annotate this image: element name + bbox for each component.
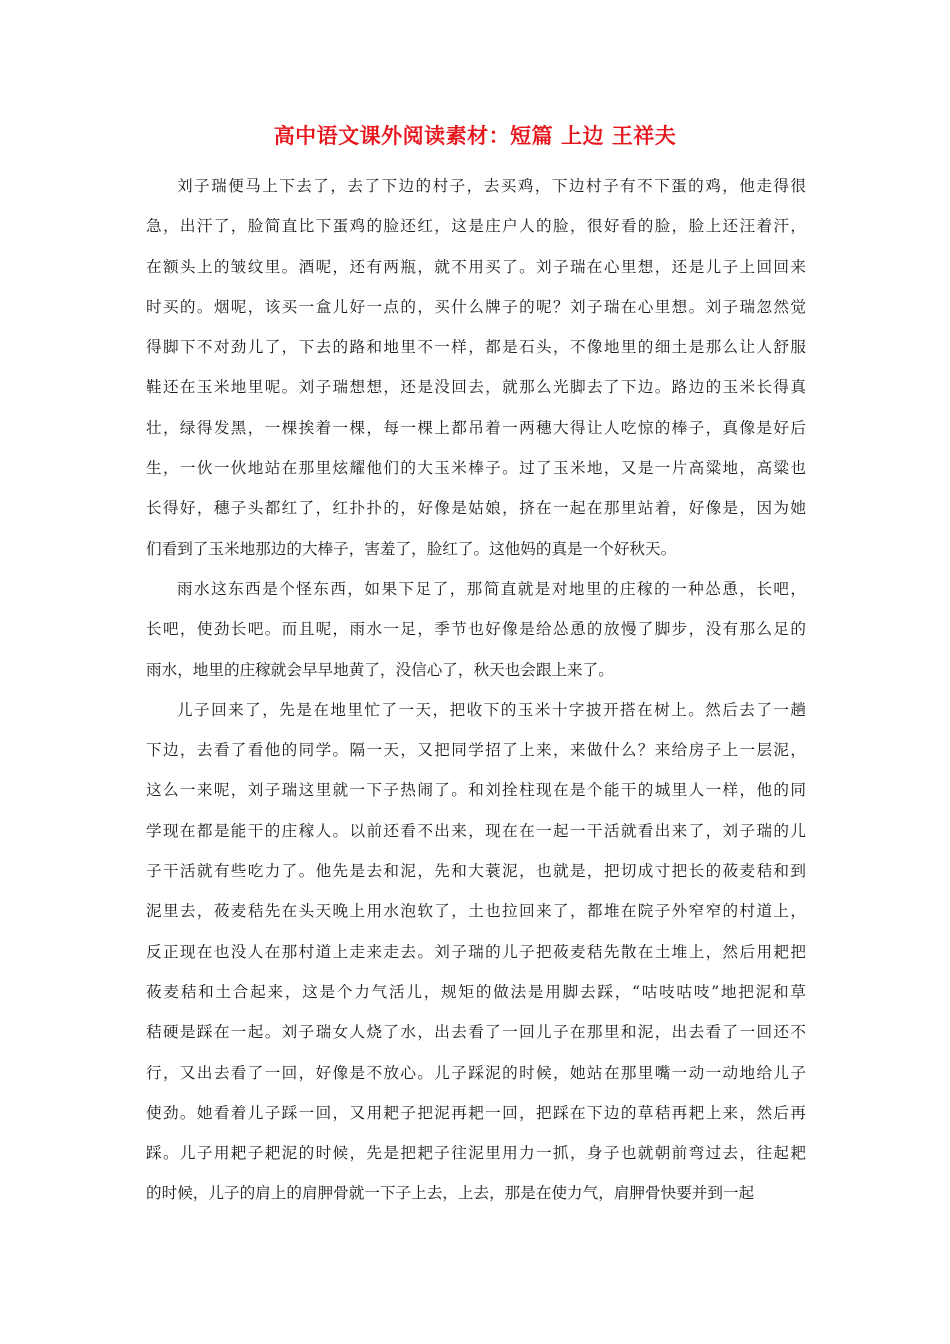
paragraph-line: 秸硬是踩在一起。刘子瑞女人烧了水，出去看了一回儿子在那里和泥，出去看了一回还不 [146, 1023, 806, 1042]
paragraph-line: 雨水，地里的庄稼就会早早地黄了，没信心了，秋天也会跟上来了。 [146, 660, 614, 679]
document-body [146, 166, 806, 1214]
paragraph-line: 鞋还在玉米地里呢。刘子瑞想想，还是没回去，就那么光脚去了下边。路边的玉米长得真 [146, 378, 806, 397]
paragraph-line: 使劲。她看着儿子踩一回，又用耙子把泥再耙一回，把踩在下边的草秸再耙上来，然后再 [146, 1103, 806, 1122]
paragraph-line: 长吧，使劲长吧。而且呢，雨水一足，季节也好像是给怂恿的放慢了脚步，没有那么足的 [146, 620, 806, 639]
paragraph-line: 急，出汗了，脸简直比下蛋鸡的脸还红，这是庄户人的脸，很好看的脸，脸上还汪着汗， [146, 217, 806, 236]
paragraph-line: 壮，绿得发黑，一棵挨着一棵，每一棵上都吊着一两穗大得让人吃惊的棒子，真像是好后 [146, 418, 806, 437]
paragraph-line: 子干活就有些吃力了。他先是去和泥，先和大蓑泥，也就是，把切成寸把长的莜麦秸和到 [146, 862, 806, 881]
paragraph-line: 的时候，儿子的肩上的肩胛骨就一下子上去，上去，那是在使力气，肩胛骨快要并到一起 [146, 1184, 755, 1203]
paragraph-line: 在额头上的皱纹里。酒呢，还有两瓶，就不用买了。刘子瑞在心里想，还是儿子上回回来 [146, 257, 806, 276]
paragraph-line: 刘子瑞便马上下去了，去了下边的村子，去买鸡，下边村子有不下蛋的鸡，他走得很 [177, 177, 806, 195]
paragraph-line: 踩。儿子用耙子耙泥的时候，先是把耙子往泥里用力一抓，身子也就朝前弯过去，往起耙 [146, 1144, 806, 1163]
document-title: 高中语文课外阅读素材：短篇 上边 王祥夫 [273, 123, 677, 148]
paragraph [146, 166, 806, 569]
paragraph-line: 时买的。烟呢，该买一盒儿好一点的，买什么牌子的呢？刘子瑞在心里想。刘子瑞忽然觉 [146, 297, 806, 316]
paragraph-line: 得脚下不对劲儿了，下去的路和地里不一样，都是石头，不像地里的细土是那么让人舒服 [146, 338, 806, 357]
paragraph-line: 莜麦秸和土合起来，这是个力气活儿，规矩的做法是用脚去踩，“咕吱咕吱”地把泥和草 [146, 982, 806, 1001]
paragraph-line: 泥里去，莜麦秸先在头天晚上用水泡软了，土也拉回来了，都堆在院子外窄窄的村道上， [146, 902, 806, 921]
paragraph-line: 学现在都是能干的庄稼人。以前还看不出来，现在在一起一干活就看出来了，刘子瑞的儿 [146, 821, 806, 840]
paragraph-line: 雨水这东西是个怪东西，如果下足了，那简直就是对地里的庄稼的一种怂恿，长吧， [177, 579, 806, 598]
paragraph-line: 反正现在也没人在那村道上走来走去。刘子瑞的儿子把莜麦秸先散在土堆上，然后用耙把 [146, 942, 806, 961]
paragraph-line: 这么一来呢，刘子瑞这里就一下子热闹了。和刘拴柱现在是个能干的城里人一样，他的同 [146, 781, 806, 800]
paragraph [146, 569, 806, 690]
paragraph-line: 生，一伙一伙地站在那里炫耀他们的大玉米棒子。过了玉米地，又是一片高粱地，高粱也 [146, 459, 806, 478]
paragraph-line: 行，又出去看了一回，好像是不放心。儿子踩泥的时候，她站在那里嘴一动一动地给儿子 [146, 1063, 806, 1082]
paragraph-line: 儿子回来了，先是在地里忙了一天，把收下的玉米十字披开搭在树上。然后去了一趟 [177, 700, 806, 719]
paragraph-line: 们看到了玉米地那边的大棒子，害羞了，脸红了。这他妈的真是一个好秋天。 [146, 539, 677, 558]
paragraph-line: 下边，去看了看他的同学。隔一天，又把同学招了上来，来做什么？来给房子上一层泥， [146, 741, 806, 760]
paragraph-line: 长得好，穗子头都红了，红扑扑的，好像是姑娘，挤在一起在那里站着，好像是，因为她 [146, 499, 806, 518]
paragraph [146, 690, 806, 1214]
